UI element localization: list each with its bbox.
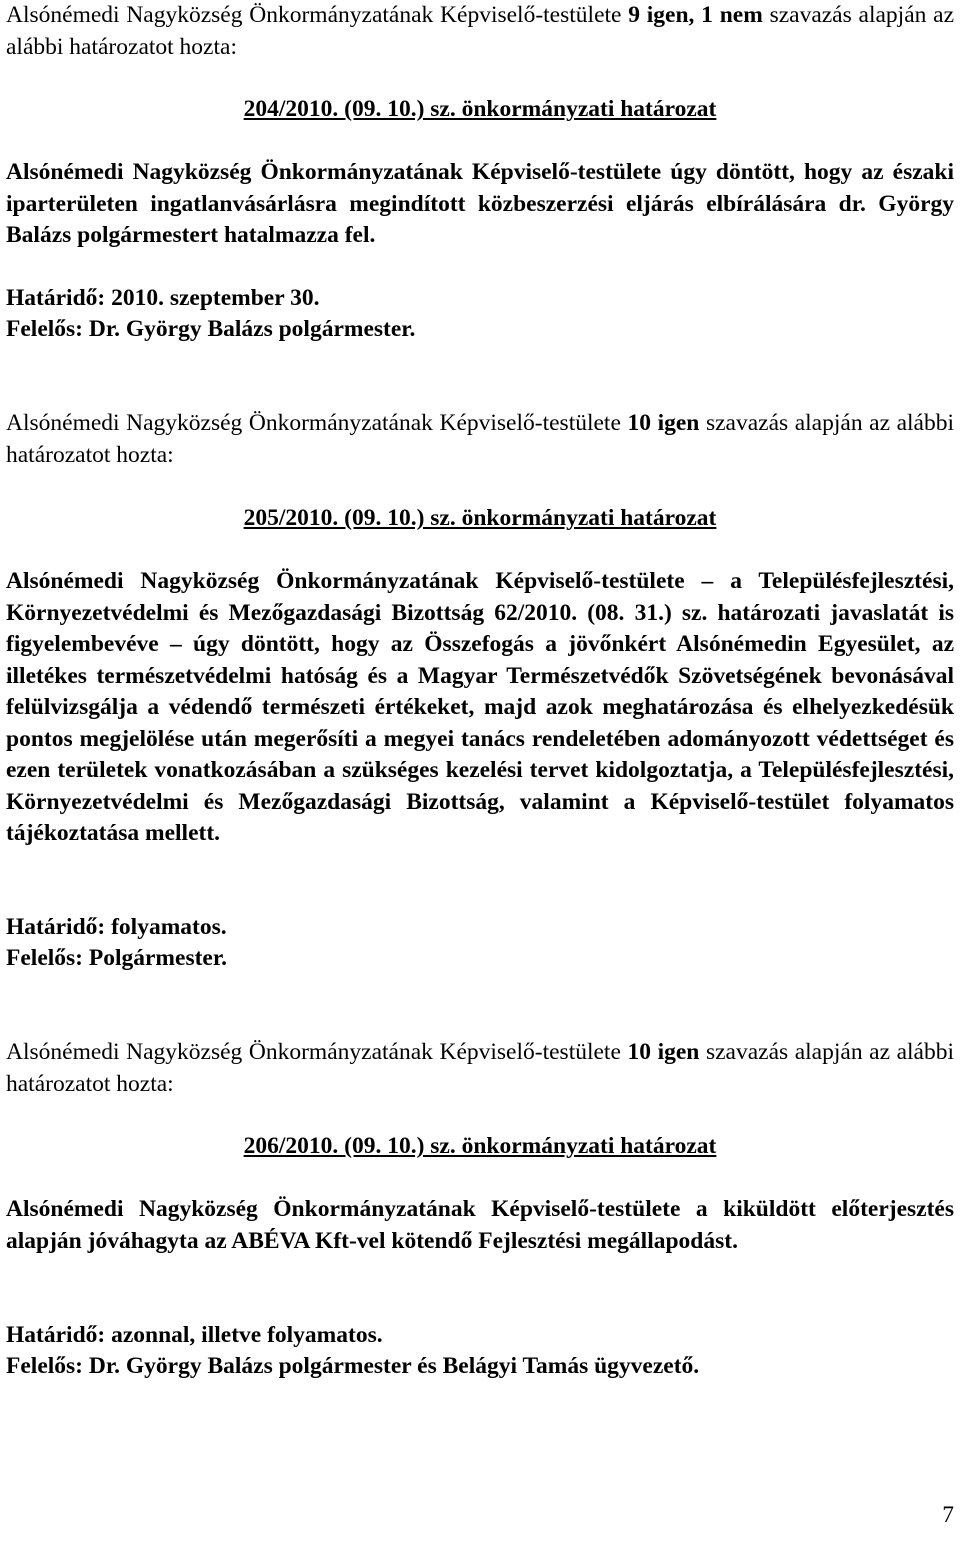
page-number: 7 [942, 1502, 954, 1528]
resolution-body-2: Alsónémedi Nagyközség Önkormányzatának Képviselő-testülete – a Településfejlesztési, Környezetvédelmi és Mezőgazdasági Bizottság 62/2010. (08. 31.) sz. határozati javaslatát is figyelembevéve – úgy döntött, hogy az Összefogás a jövőnkért Alsónémedin Egyesület, az illetékes természetvédelmi hatóság és a Magyar Természetvédők Szövetségének bevonásával felülvizsgálja a védendő természeti értékeket, majd azok meghatározása és elhelyezkedésük pontos megjelölése után megerősíti a megyei tanács rendeletében adományozott védettséget és ezen területek vonatkozásában a szükséges kezelési tervet kidolgoztatja, a Településfejlesztési, Környezetvédelmi és Mezőgazdasági Bizottság, valamint a Képviselő-testület folyamatos tájékoztatása mellett. [6, 568, 954, 846]
intro-tail: szavazás alapján az alábbi határozatot hozta: [6, 410, 955, 468]
resolution-body-1: Alsónémedi Nagyközség Önkormányzatának Képviselő-testülete úgy döntött, hogy az északi iparterületen ingatlanvásárlásra megindított közbeszerzési eljárás elbírálására dr. György Balázs polgármestert hatalmazza fel. [6, 159, 954, 248]
responsible-3: Felelős: Dr. György Balázs polgármester és Belágyi Tamás ügyvezető. [6, 1353, 700, 1379]
intro-text: Alsónémedi Nagyközség Önkormányzatának Képviselő-testülete [6, 1039, 621, 1065]
responsible-1: Felelős: Dr. György Balázs polgármester. [6, 316, 416, 342]
resolution-title-1: 204/2010. (09. 10.) sz. önkormányzati határozat [243, 96, 717, 122]
resolution-title-3: 206/2010. (09. 10.) sz. önkormányzati határozat [243, 1133, 717, 1159]
vote-count: 10 igen [627, 1039, 700, 1065]
vote-intro-1 [6, 0, 954, 63]
intro-tail: szavazás alapján az alábbi határozatot hozta: [6, 2, 955, 60]
vote-count: 9 igen, 1 nem [628, 2, 763, 28]
deadline-2: Határidő: folyamatos. [6, 914, 227, 940]
resolution-title-2: 205/2010. (09. 10.) sz. önkormányzati határozat [243, 505, 717, 531]
intro-text: Alsónémedi Nagyközség Önkormányzatának Képviselő-testülete [6, 410, 621, 436]
vote-intro-2 [6, 408, 954, 471]
resolution-body-3: Alsónémedi Nagyközség Önkormányzatának Képviselő-testülete a kiküldött előterjesztés alapján jóváhagyta az ABÉVA Kft-vel kötendő Fejlesztési megállapodást. [6, 1196, 954, 1254]
deadline-3: Határidő: azonnal, illetve folyamatos. [6, 1322, 383, 1348]
deadline-1: Határidő: 2010. szeptember 30. [6, 285, 320, 311]
responsible-2: Felelős: Polgármester. [6, 945, 227, 971]
vote-count: 10 igen [627, 410, 700, 436]
intro-text: Alsónémedi Nagyközség Önkormányzatának Képviselő-testülete [6, 2, 622, 28]
intro-tail: szavazás alapján az alábbi határozatot hozta: [6, 1039, 955, 1097]
vote-intro-3 [6, 1037, 954, 1100]
